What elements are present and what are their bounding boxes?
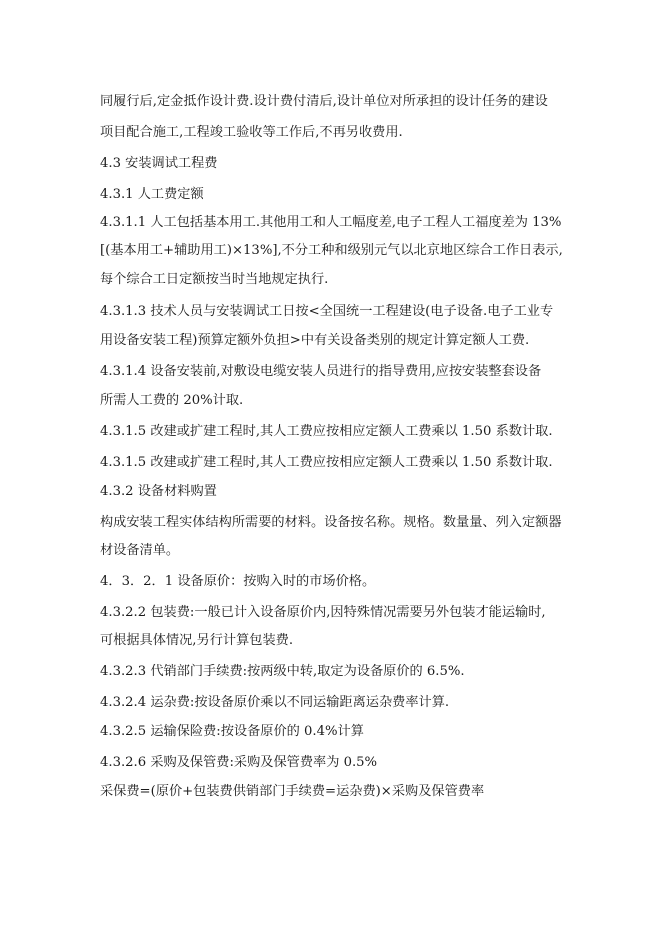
text-line: 4.3.1.4 设备安装前,对敷设电缆安装人员进行的指导费用,应按安装整套设备: [100, 364, 542, 379]
text-line: 4.3.2.6 采购及保管费:采购及保管费率为 0.5%: [100, 755, 378, 770]
text-line: 4.3.1.3 技术人员与安装调试工日按<全国统一工程建设(电子设备.电子工业专: [100, 304, 554, 319]
text-line: 4．3．2．1 设备原价：按购入时的市场价格。: [100, 574, 376, 589]
text-line: 每个综合工日定额按当时当地规定执行.: [100, 272, 329, 287]
text-line: 4.3.2.2 包装费:一般已计入设备原价内,因特殊情况需要另外包装才能运输时,: [100, 605, 546, 620]
formula-line: 采保费=(原价+包装费供销部门手续费=运杂费)×采购及保管费率: [100, 784, 485, 799]
text-line: 4.3.2.5 运输保险费:按设备原价的 0.4%计算: [100, 724, 364, 739]
text-line: 构成安装工程实体结构所需要的材料。设备按名称。规格。数量量、列入定额器: [100, 515, 562, 530]
text-line: 材设备清单。: [100, 543, 180, 558]
text-line: 用设备安装工程)预算定额外负担>中有关设备类别的规定计算定额人工费.: [100, 333, 530, 348]
text-line: 4.3.1.1 人工包括基本用工.其他用工和人工幅度差,电子工程人工福度差为 13%: [100, 215, 562, 230]
text-line: 4.3.2.4 运杂费:按设备原价乘以不同运输距离运杂费率计算.: [100, 695, 450, 710]
section-heading: 4.3.2 设备材料购置: [100, 484, 217, 499]
section-heading: 4.3.1 人工费定额: [100, 187, 204, 202]
text-line: 4.3.1.5 改建或扩建工程时,其人工费应按相应定额人工费乘以 1.50 系数计取.: [100, 455, 553, 470]
text-line: 4.3.2.3 代销部门手续费:按两级中转,取定为设备原价的 6.5%.: [100, 664, 465, 679]
text-line: 4.3.1.5 改建或扩建工程时,其人工费应按相应定额人工费乘以 1.50 系数计取.: [100, 424, 553, 439]
text-line: [(基本用工+辅助用工)×13%],不分工种和级别元气以北京地区综合工作日表示,: [100, 243, 563, 258]
section-heading: 4.3 安装调试工程费: [100, 156, 218, 171]
text-line: 项目配合施工,工程竣工验收等工作后,不再另收费用.: [100, 125, 403, 140]
text-line: 同履行后,定金抵作设计费.设计费付清后,设计单位对所承担的设计任务的建设: [100, 94, 548, 109]
text-line: 所需人工费的 20%计取.: [100, 393, 244, 408]
text-line: 可根据具体情况,另行计算包装费.: [100, 633, 294, 648]
